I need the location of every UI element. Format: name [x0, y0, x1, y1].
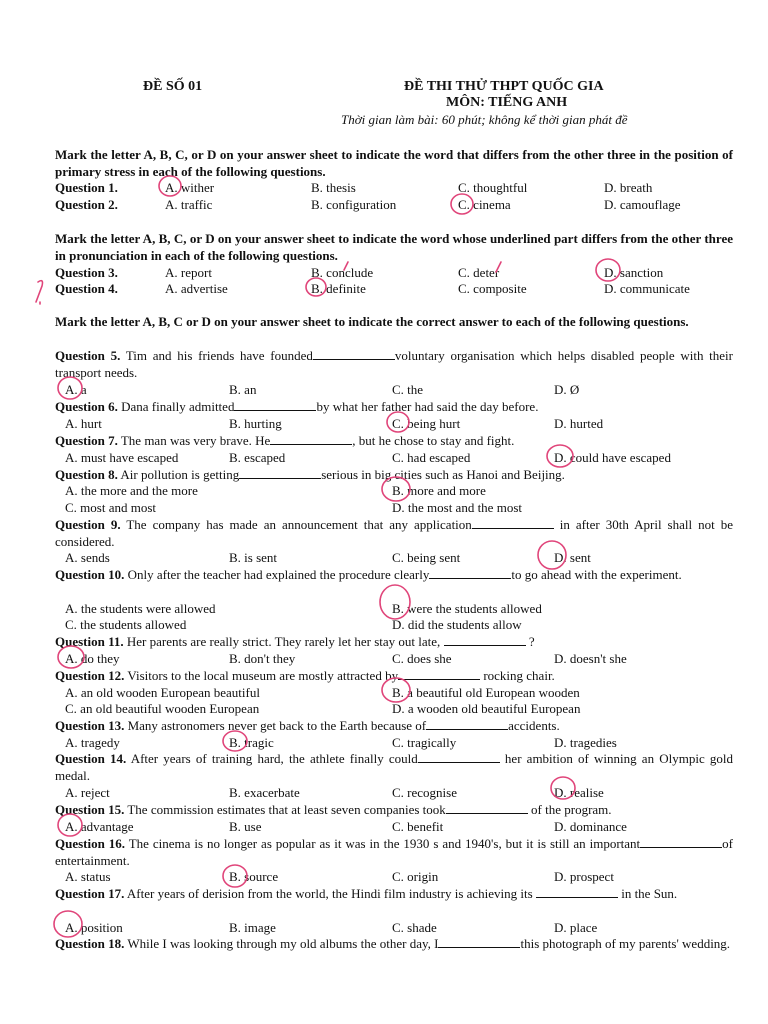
option-d: D. camouflage — [604, 197, 681, 212]
question-label: Question 16. — [55, 836, 126, 851]
option-c: C. being sent — [392, 550, 461, 565]
option-c: C. most and most — [65, 500, 157, 515]
question-7-stem — [55, 432, 733, 449]
option-a: A. wither — [165, 180, 215, 195]
question-14-stem — [55, 750, 733, 784]
stem-text: by what her father had said the day before. — [316, 399, 539, 414]
option-d: D. communicate — [604, 281, 690, 296]
option-a: A. sends — [65, 550, 110, 565]
answer-blank — [234, 398, 316, 411]
stem-text: Her parents are really strict. They rarely let her stay out late, — [126, 634, 441, 649]
option-c: C. benefit — [392, 819, 444, 834]
option-d: D. dominance — [554, 819, 627, 834]
answer-blank — [418, 750, 500, 763]
question-18-stem — [55, 935, 733, 952]
option-b: B. thesis — [311, 180, 356, 195]
option-c: C. cinema — [458, 197, 511, 212]
section-2-instruction: Mark the letter A, B, C, or D on your answer sheet to indicate the word whose underlined part differs from the other three in pronunciation in each of the following questions. — [55, 231, 733, 263]
answer-blank — [239, 466, 321, 479]
option-a: A. a — [65, 382, 87, 397]
section-3-instruction: Mark the letter A, B, C or D on your answer sheet to indicate the correct answer to each of the following questions. — [55, 314, 689, 329]
option-d: D. place — [554, 920, 598, 935]
option-d: D. a wooden old beautiful European — [392, 701, 581, 716]
stem-text: of entertainment. — [55, 836, 733, 868]
option-a: A. position — [65, 920, 123, 935]
stem-text: to go ahead with the experiment. — [511, 567, 682, 582]
option-c: C. thoughtful — [458, 180, 528, 195]
option-b: B. escaped — [229, 450, 286, 465]
section-1-instruction: Mark the letter A, B, C, or D on your answer sheet to indicate the word that differs from the other three in the position of primary stress in each of the following questions. — [55, 147, 733, 179]
option-a: A. report — [165, 265, 212, 280]
stem-text: this photograph of my parents' wedding. — [520, 936, 731, 951]
answer-blank — [438, 935, 520, 948]
option-c: C. recognise — [392, 785, 457, 800]
option-c: C. deter — [458, 265, 500, 280]
question-10-stem — [55, 566, 733, 583]
answer-blank — [398, 667, 480, 680]
stem-text: While I was looking through my old albums the other day, I — [127, 936, 439, 951]
option-a: A. advertise — [165, 281, 228, 296]
exam-title: ĐỀ THI THỬ THPT QUỐC GIA — [404, 79, 604, 94]
question-label: Question 8. — [55, 467, 118, 482]
exam-subject: MÔN: TIẾNG ANH — [446, 95, 568, 110]
question-label: Question 17. — [55, 886, 125, 901]
option-d: D. Ø — [554, 382, 580, 397]
question-label: Question 10. — [55, 567, 125, 582]
option-d: D. hurted — [554, 416, 604, 431]
option-b: B. don't they — [229, 651, 296, 666]
option-b: B. more and more — [392, 483, 486, 498]
stem-text: in the Sun. — [621, 886, 678, 901]
option-b: B. image — [229, 920, 276, 935]
question-9-stem — [55, 516, 733, 550]
option-b: B. tragic — [229, 735, 274, 750]
question-label: Question 1. — [55, 180, 118, 195]
question-15-stem — [55, 801, 733, 818]
question-label: Question 18. — [55, 936, 125, 951]
question-label: Question 12. — [55, 668, 125, 683]
option-a: A. the more and the more — [65, 483, 198, 498]
stem-text: ? — [528, 634, 535, 649]
stem-text: After years of training hard, the athlete finally could — [130, 751, 418, 766]
option-a: A. an old wooden European beautiful — [65, 685, 260, 700]
stem-text: voluntary organisation which helps disabled people with their transport needs. — [55, 348, 733, 380]
option-b: B. use — [229, 819, 262, 834]
question-6-stem — [55, 398, 733, 415]
option-c: C. being hurt — [392, 416, 461, 431]
option-d: D. realise — [554, 785, 604, 800]
answer-blank — [640, 835, 722, 848]
question-label: Question 4. — [55, 281, 118, 296]
time-note: Thời gian làm bài: 60 phút; không kể thời gian phát đề — [341, 112, 628, 127]
question-17-stem — [55, 885, 733, 902]
option-c: C. had escaped — [392, 450, 471, 465]
answer-blank — [472, 516, 554, 529]
option-d: D. could have escaped — [554, 450, 671, 465]
question-label: Question 5. — [55, 348, 121, 363]
answer-blank — [444, 633, 526, 646]
question-label: Question 9. — [55, 517, 121, 532]
option-c: C. composite — [458, 281, 527, 296]
option-b: B. a beautiful old European wooden — [392, 685, 580, 700]
stem-text: Only after the teacher had explained the procedure clearly — [127, 567, 430, 582]
option-a: A. the students were allowed — [65, 601, 216, 616]
option-b: B. an — [229, 382, 257, 397]
stem-text: The commission estimates that at least seven companies took — [127, 802, 446, 817]
option-d: D. tragedies — [554, 735, 617, 750]
option-d: D. prospect — [554, 869, 614, 884]
option-b: B. definite — [311, 281, 366, 296]
stem-text: After years of derision from the world, the Hindi film industry is achieving its — [126, 886, 533, 901]
option-a: A. advantage — [65, 819, 134, 834]
question-11-stem — [55, 633, 733, 650]
option-b: B. exacerbate — [229, 785, 300, 800]
question-label: Question 13. — [55, 718, 125, 733]
stem-text: accidents. — [508, 718, 560, 733]
option-d: D. sent — [554, 550, 591, 565]
question-label: Question 2. — [55, 197, 118, 212]
stem-text: Tim and his friends have founded — [125, 348, 313, 363]
option-a: A. do they — [65, 651, 120, 666]
question-label: Question 3. — [55, 265, 118, 280]
question-label: Question 15. — [55, 802, 125, 817]
answer-blank — [446, 801, 528, 814]
option-d: D. sanction — [604, 265, 664, 280]
answer-blank — [313, 347, 395, 360]
option-a: A. reject — [65, 785, 110, 800]
stem-text: The company has made an announcement that any application — [126, 517, 472, 532]
option-c: C. shade — [392, 920, 437, 935]
answer-blank — [536, 885, 618, 898]
answer-blank — [429, 566, 511, 579]
option-d: D. doesn't she — [554, 651, 627, 666]
option-b: B. is sent — [229, 550, 278, 565]
option-d: D. breath — [604, 180, 653, 195]
option-a: A. hurt — [65, 416, 102, 431]
option-b: B. configuration — [311, 197, 397, 212]
stem-text: of the program. — [531, 802, 612, 817]
option-d: D. did the students allow — [392, 617, 522, 632]
stem-text: rocking chair. — [483, 668, 555, 683]
stem-text: The cinema is no longer as popular as it was in the 1930 s and 1940's, but it is still an important — [128, 836, 641, 851]
option-c: C. an old beautiful wooden European — [65, 701, 260, 716]
question-12-stem — [55, 667, 733, 684]
scribble-mark — [36, 281, 43, 304]
option-b: B. source — [229, 869, 279, 884]
option-a: A. tragedy — [65, 735, 120, 750]
option-c: C. does she — [392, 651, 452, 666]
option-d: D. the most and the most — [392, 500, 522, 515]
option-a: A. traffic — [165, 197, 213, 212]
option-a: A. must have escaped — [65, 450, 179, 465]
option-c: C. the — [392, 382, 424, 397]
question-label: Question 14. — [55, 751, 127, 766]
stem-text: Visitors to the local museum are mostly attracted by — [127, 668, 399, 683]
option-c: C. the students allowed — [65, 617, 187, 632]
question-label: Question 6. — [55, 399, 118, 414]
option-c: C. origin — [392, 869, 439, 884]
option-c: C. tragically — [392, 735, 457, 750]
question-13-stem — [55, 717, 733, 734]
stem-text: Dana finally admitted — [121, 399, 235, 414]
stem-text: The man was very brave. He — [120, 433, 271, 448]
option-b: B. hurting — [229, 416, 282, 431]
option-a: A. status — [65, 869, 111, 884]
exam-number: ĐỀ SỐ 01 — [143, 79, 203, 94]
question-16-stem — [55, 835, 733, 869]
option-b: B. were the students allowed — [392, 601, 542, 616]
question-label: Question 7. — [55, 433, 118, 448]
answer-blank — [270, 432, 352, 445]
stem-text: serious in big cities such as Hanoi and Beijing. — [321, 467, 565, 482]
answer-blank — [426, 717, 508, 730]
stem-text: Many astronomers never get back to the Earth because of — [127, 718, 427, 733]
stem-text: her ambition of winning an Olympic gold medal. — [55, 751, 733, 783]
stem-text: , but he chose to stay and fight. — [352, 433, 515, 448]
question-5-stem — [55, 347, 733, 381]
stem-text: in after 30th April shall not be considered. — [55, 517, 733, 549]
question-8-stem — [55, 466, 733, 483]
option-b: B. conclude — [311, 265, 374, 280]
question-label: Question 11. — [55, 634, 124, 649]
stem-text: Air pollution is getting — [120, 467, 240, 482]
